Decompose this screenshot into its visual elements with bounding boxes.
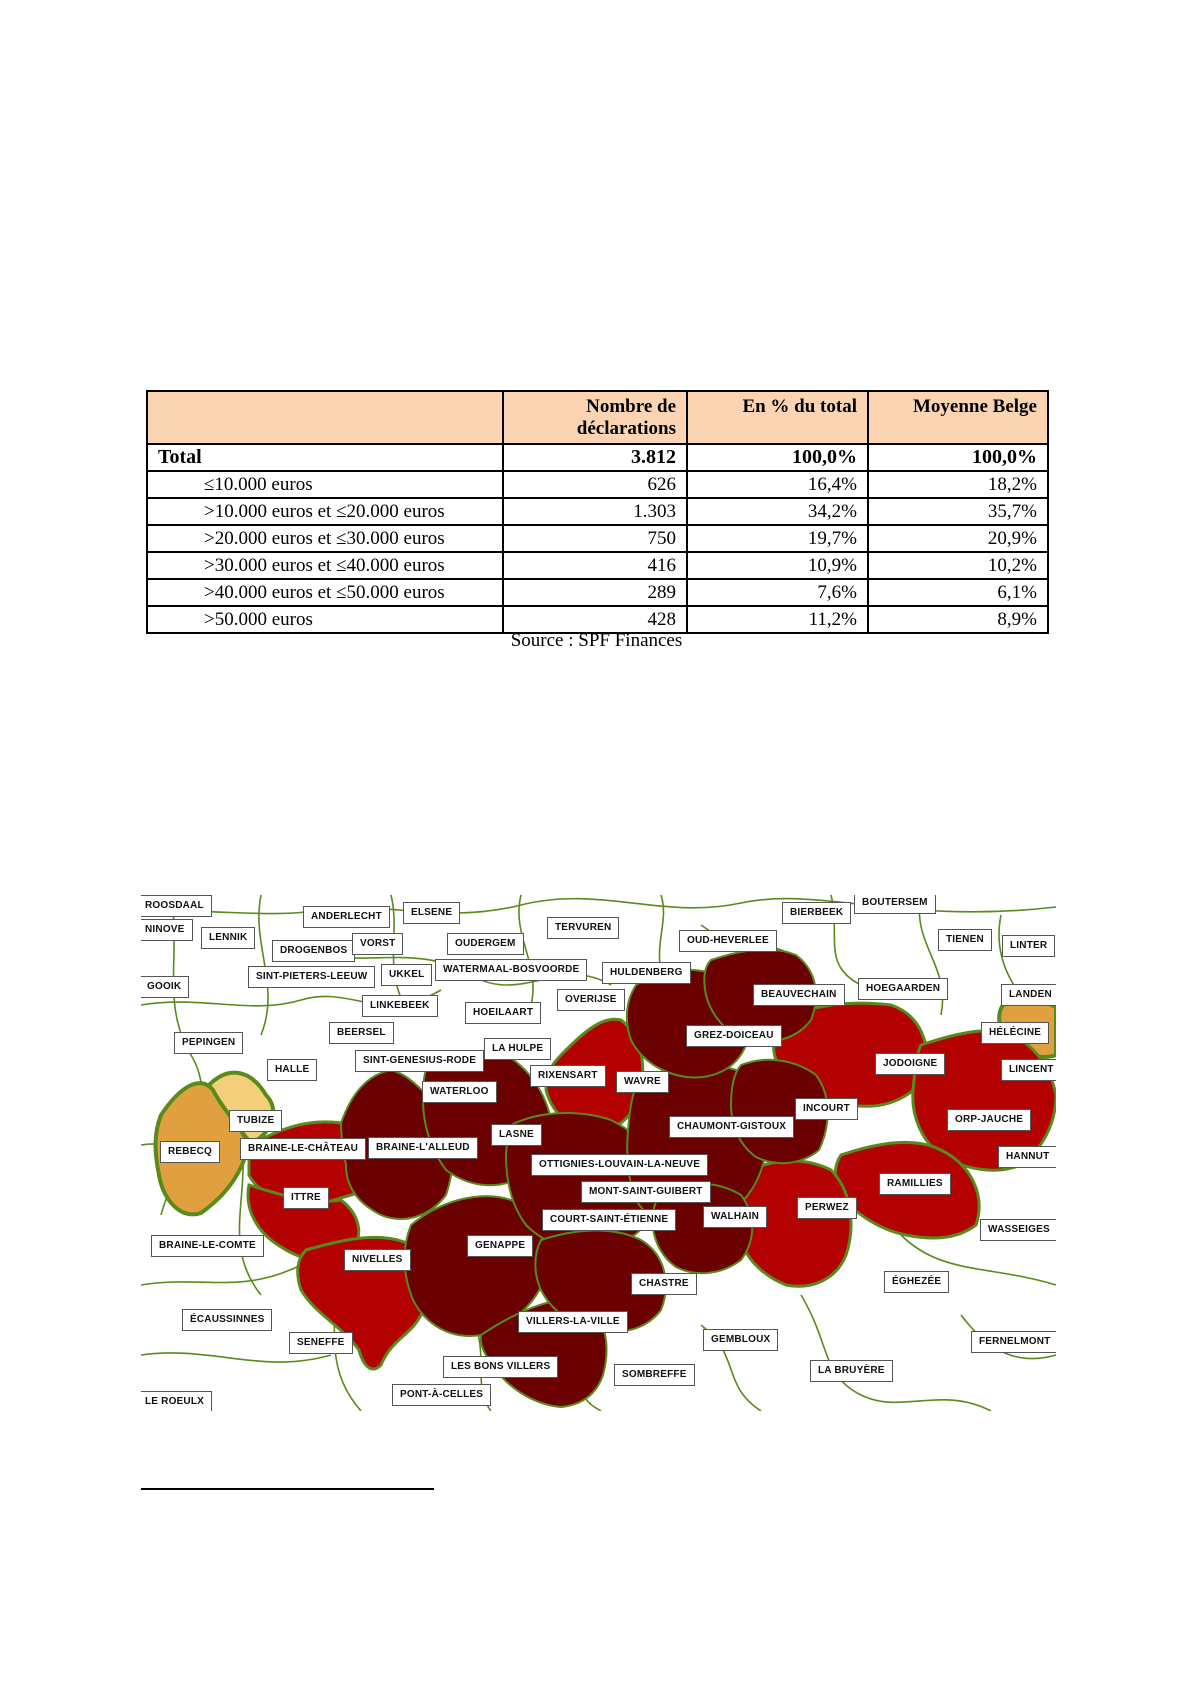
map-label: REBECQ [160, 1141, 220, 1163]
table-row [147, 471, 1048, 498]
map-label: BIERBEEK [782, 902, 851, 924]
total-percent: 100,0% [687, 444, 868, 471]
map-label: FERNELMONT [971, 1331, 1056, 1353]
row-belgian-average: 10,2% [868, 552, 1048, 579]
map-label: PONT-À-CELLES [392, 1384, 491, 1406]
map-label: UKKEL [381, 964, 432, 986]
map-label: CHASTRE [631, 1273, 697, 1295]
row-belgian-average: 6,1% [868, 579, 1048, 606]
map-label: HOEGAARDEN [858, 978, 948, 1000]
table-row [147, 606, 1048, 633]
table-row [147, 552, 1048, 579]
map-label: WALHAIN [703, 1206, 767, 1228]
header-count [503, 391, 687, 444]
row-count: 416 [503, 552, 687, 579]
map-label: PERWEZ [797, 1197, 857, 1219]
row-label: >30.000 euros et ≤40.000 euros [147, 552, 503, 579]
total-count: 3.812 [503, 444, 687, 471]
municipality-income-map [141, 895, 1056, 1411]
row-label: >10.000 euros et ≤20.000 euros [147, 498, 503, 525]
map-label: LANDEN [1001, 984, 1056, 1006]
map-label: JODOIGNE [875, 1053, 945, 1075]
map-label: OUDERGEM [447, 933, 524, 955]
row-count: 626 [503, 471, 687, 498]
row-percent: 16,4% [687, 471, 868, 498]
map-label: LES BONS VILLERS [443, 1356, 558, 1378]
map-label: MONT-SAINT-GUIBERT [581, 1181, 711, 1203]
map-label: BRAINE-L'ALLEUD [368, 1137, 478, 1159]
map-label: INCOURT [795, 1098, 858, 1120]
map-label: OVERIJSE [557, 989, 625, 1011]
map-label: GOOIK [141, 976, 189, 998]
row-percent: 10,9% [687, 552, 868, 579]
header-empty [147, 391, 503, 444]
row-count: 289 [503, 579, 687, 606]
total-label: Total [147, 444, 503, 471]
map-label: RIXENSART [530, 1065, 606, 1087]
footnote-separator [141, 1488, 434, 1490]
map-label: PEPINGEN [174, 1032, 243, 1054]
map-label: COURT-SAINT-ÉTIENNE [542, 1209, 676, 1231]
map-label: TERVUREN [547, 917, 619, 939]
row-label: >40.000 euros et ≤50.000 euros [147, 579, 503, 606]
row-belgian-average: 35,7% [868, 498, 1048, 525]
map-label: DROGENBOS [272, 940, 355, 962]
row-label: ≤10.000 euros [147, 471, 503, 498]
map-label: ÉCAUSSINNES [182, 1309, 272, 1331]
map-label: RAMILLIES [879, 1173, 951, 1195]
map-label: HULDENBERG [602, 962, 691, 984]
row-label: >20.000 euros et ≤30.000 euros [147, 525, 503, 552]
income-distribution-table [146, 390, 1049, 634]
map-label: WASSEIGES [980, 1219, 1056, 1241]
map-label: WATERMAAL-BOSVOORDE [435, 959, 587, 981]
row-count: 750 [503, 525, 687, 552]
map-label: BEAUVECHAIN [753, 984, 845, 1006]
header-count-line2: déclarations [576, 418, 676, 439]
header-belgian-average: Moyenne Belge [868, 391, 1048, 444]
map-label: SOMBREFFE [614, 1364, 695, 1386]
map-label: SINT-PIETERS-LEEUW [248, 966, 375, 988]
row-count: 428 [503, 606, 687, 633]
map-label: VILLERS-LA-VILLE [518, 1311, 628, 1333]
map-label: BEERSEL [329, 1022, 394, 1044]
row-belgian-average: 18,2% [868, 471, 1048, 498]
map-label: OTTIGNIES-LOUVAIN-LA-NEUVE [531, 1154, 708, 1176]
map-label: WATERLOO [422, 1081, 497, 1103]
map-label: ORP-JAUCHE [947, 1109, 1031, 1131]
map-label: LA BRUYÈRE [810, 1360, 893, 1382]
table-row [147, 498, 1048, 525]
map-label: LASNE [491, 1124, 542, 1146]
row-belgian-average: 20,9% [868, 525, 1048, 552]
row-percent: 7,6% [687, 579, 868, 606]
map-label: ROOSDAAL [141, 895, 212, 917]
map-label: LINKEBEEK [362, 995, 438, 1017]
map-label: HÉLÉCINE [981, 1022, 1049, 1044]
map-label: GEMBLOUX [703, 1329, 778, 1351]
map-label: BRAINE-LE-COMTE [151, 1235, 264, 1257]
row-belgian-average: 8,9% [868, 606, 1048, 633]
map-label: GREZ-DOICEAU [686, 1025, 782, 1047]
row-percent: 11,2% [687, 606, 868, 633]
map-label: HALLE [267, 1059, 317, 1081]
map-label: SENEFFE [289, 1332, 353, 1354]
map-label: LA HULPE [484, 1038, 551, 1060]
row-label: >50.000 euros [147, 606, 503, 633]
map-label: SINT-GENESIUS-RODE [355, 1050, 484, 1072]
total-belgian-average: 100,0% [868, 444, 1048, 471]
row-count: 1.303 [503, 498, 687, 525]
map-label: CHAUMONT-GISTOUX [669, 1116, 794, 1138]
row-percent: 34,2% [687, 498, 868, 525]
map-label: NIVELLES [344, 1249, 411, 1271]
map-label: TIENEN [938, 929, 992, 951]
map-label: BRAINE-LE-CHÂTEAU [240, 1138, 366, 1160]
map-label: OUD-HEVERLEE [679, 930, 777, 952]
map-label: LE ROEULX [141, 1391, 212, 1411]
source-note: Source : SPF Finances [510, 630, 683, 651]
map-label: ÉGHEZÉE [884, 1271, 949, 1293]
header-percent: En % du total [687, 391, 868, 444]
map-label: NINOVE [141, 919, 193, 941]
map-label: HOEILAART [465, 1002, 541, 1024]
map-label: LINTER [1002, 935, 1055, 957]
map-label: LENNIK [201, 927, 255, 949]
map-label: GENAPPE [467, 1235, 533, 1257]
header-count-line1: Nombre de [586, 396, 676, 417]
map-label: ITTRE [283, 1187, 329, 1209]
map-label: ELSENE [403, 902, 460, 924]
table-header-row [147, 391, 1048, 444]
table-row-total [147, 444, 1048, 471]
table-row [147, 525, 1048, 552]
map-label: ANDERLECHT [303, 906, 390, 928]
row-percent: 19,7% [687, 525, 868, 552]
map-label: TUBIZE [229, 1110, 282, 1132]
map-label: VORST [352, 933, 403, 955]
map-label: BOUTERSEM [854, 895, 936, 914]
map-label: WAVRE [616, 1071, 669, 1093]
table-row [147, 579, 1048, 606]
map-label: HANNUT [998, 1146, 1056, 1168]
map-label: LINCENT [1001, 1059, 1056, 1081]
